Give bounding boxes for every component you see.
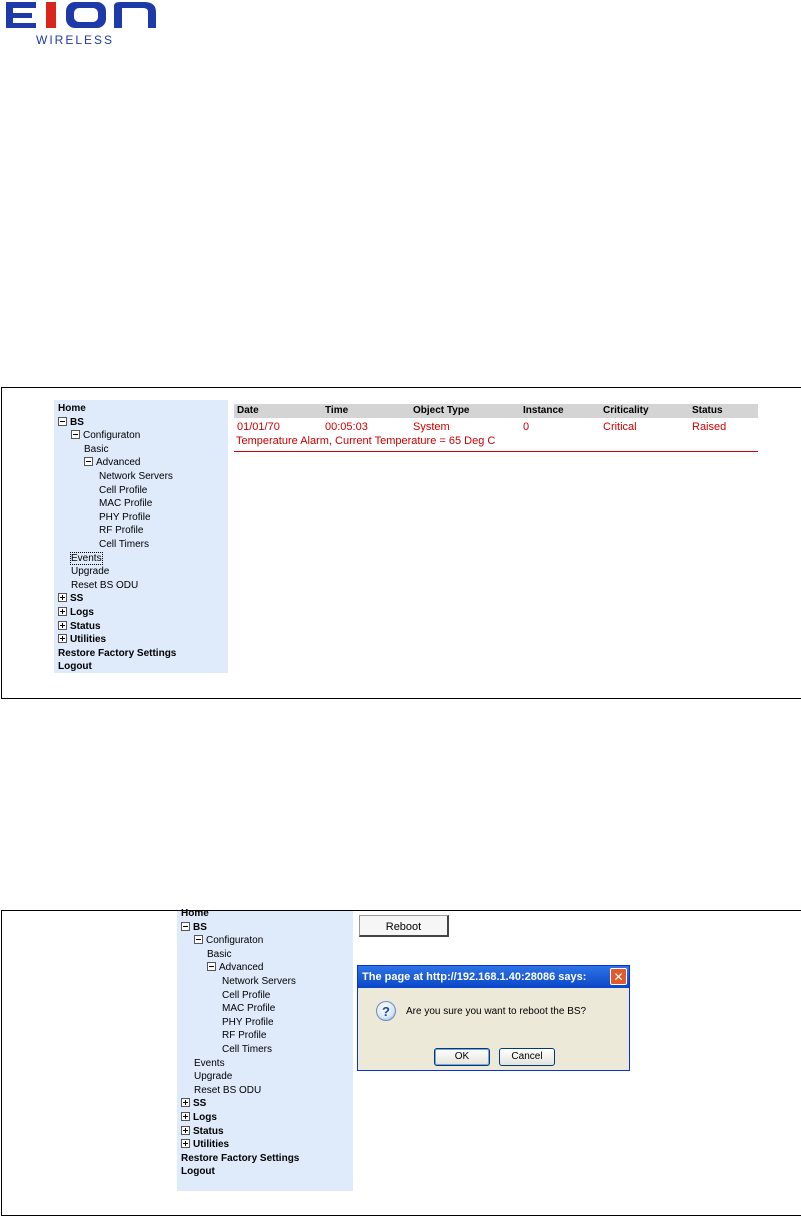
nav-cell-timers[interactable]: Cell Timers xyxy=(99,539,150,550)
collapse-icon[interactable] xyxy=(84,457,93,466)
nav-status[interactable] xyxy=(177,1125,353,1139)
nav-ss[interactable] xyxy=(54,592,228,606)
collapse-icon[interactable] xyxy=(207,962,216,971)
expand-icon[interactable] xyxy=(58,607,67,616)
nav-status-label: Status xyxy=(70,620,101,632)
collapse-icon[interactable] xyxy=(181,922,190,931)
nav-phy-profile[interactable]: PHY Profile xyxy=(222,1016,274,1028)
nav-bs-label: BS xyxy=(193,921,207,933)
nav-advanced[interactable] xyxy=(54,456,228,470)
cell-status: Raised xyxy=(692,421,727,433)
nav-cell-profile[interactable]: Cell Profile xyxy=(99,484,148,496)
eion-wireless-logo xyxy=(0,0,160,48)
nav-home[interactable]: Home xyxy=(58,403,86,414)
close-icon[interactable]: ✕ xyxy=(610,968,627,985)
nav-rf-profile[interactable]: RF Profile xyxy=(99,525,144,537)
question-icon: ? xyxy=(376,1001,396,1021)
nav-bs[interactable] xyxy=(54,416,228,430)
nav-basic[interactable]: Basic xyxy=(84,443,109,455)
nav-ss-label: SS xyxy=(193,1098,207,1110)
nav-cell-profile[interactable]: Cell Profile xyxy=(222,989,271,1001)
expand-icon[interactable] xyxy=(58,621,67,630)
row-divider xyxy=(234,451,758,452)
nav-configuration[interactable] xyxy=(54,429,228,443)
nav-utilities[interactable] xyxy=(177,1138,353,1152)
nav-configuration-label: Configuraton xyxy=(83,430,141,442)
nav-mac-profile[interactable]: MAC Profile xyxy=(222,1003,276,1015)
nav-events-label: Events xyxy=(71,552,102,564)
nav-reset-bs-odu[interactable]: Reset BS ODU xyxy=(194,1084,262,1096)
nav-utilities[interactable] xyxy=(54,633,228,647)
svg-text:WIRELESS: WIRELESS xyxy=(36,33,115,47)
cell-criticality: Critical xyxy=(603,421,637,433)
expand-icon[interactable] xyxy=(58,593,67,602)
nav-upgrade[interactable]: Upgrade xyxy=(71,566,110,578)
nav-upgrade[interactable]: Upgrade xyxy=(194,1071,233,1083)
nav-restore-factory-settings[interactable]: Restore Factory Settings xyxy=(58,647,177,659)
nav-basic[interactable]: Basic xyxy=(207,948,232,960)
nav-configuration-label: Configuraton xyxy=(206,935,264,947)
cell-object-type: System xyxy=(413,421,450,433)
col-object-type: Object Type xyxy=(413,405,470,416)
nav-logout[interactable]: Logout xyxy=(58,661,92,673)
collapse-icon[interactable] xyxy=(71,430,80,439)
col-date: Date xyxy=(237,405,259,416)
cell-instance: 0 xyxy=(523,421,530,433)
ok-button[interactable]: OK xyxy=(434,1048,490,1066)
nav-home[interactable]: Home xyxy=(181,908,209,919)
col-time: Time xyxy=(325,405,349,416)
nav-ss-label: SS xyxy=(70,593,84,605)
nav-network-servers[interactable]: Network Servers xyxy=(222,976,296,987)
events-table-header xyxy=(234,404,758,418)
nav-rf-profile[interactable]: RF Profile xyxy=(222,1030,267,1042)
col-status: Status xyxy=(692,405,723,416)
expand-icon[interactable] xyxy=(181,1126,190,1135)
collapse-icon[interactable] xyxy=(194,935,203,944)
nav-bs[interactable] xyxy=(177,921,353,935)
nav-phy-profile[interactable]: PHY Profile xyxy=(99,511,151,523)
expand-icon[interactable] xyxy=(181,1139,190,1148)
nav-advanced-label: Advanced xyxy=(219,962,264,974)
nav-sidebar xyxy=(177,908,353,1191)
nav-logs-label: Logs xyxy=(193,1112,217,1123)
nav-logs[interactable] xyxy=(54,606,228,620)
nav-status-label: Status xyxy=(193,1125,224,1137)
reboot-button[interactable]: Reboot xyxy=(359,915,449,937)
collapse-icon[interactable] xyxy=(58,417,67,426)
nav-status[interactable] xyxy=(54,620,228,634)
table-row xyxy=(234,420,758,434)
nav-restore-factory-settings[interactable]: Restore Factory Settings xyxy=(181,1152,300,1164)
nav-sidebar xyxy=(54,400,228,673)
reboot-screenshot xyxy=(1,910,801,1216)
cancel-button[interactable]: Cancel xyxy=(499,1048,555,1066)
nav-bs-label: BS xyxy=(70,416,84,428)
dialog-title: The page at http://192.168.1.40:28086 says: xyxy=(358,966,629,988)
nav-events[interactable]: Events xyxy=(194,1057,225,1069)
cell-date: 01/01/70 xyxy=(237,421,280,433)
col-instance: Instance xyxy=(523,405,564,416)
nav-utilities-label: Utilities xyxy=(193,1139,230,1151)
nav-configuration[interactable] xyxy=(177,934,353,948)
nav-network-servers[interactable]: Network Servers xyxy=(99,471,173,482)
nav-cell-timers[interactable]: Cell Timers xyxy=(222,1044,273,1055)
nav-ss[interactable] xyxy=(177,1097,353,1111)
nav-advanced[interactable] xyxy=(177,961,353,975)
nav-mac-profile[interactable]: MAC Profile xyxy=(99,498,153,510)
cell-time: 00:05:03 xyxy=(325,421,368,433)
nav-utilities-label: Utilities xyxy=(70,634,107,646)
col-criticality: Criticality xyxy=(603,405,649,416)
nav-logs-label: Logs xyxy=(70,607,94,618)
confirm-dialog xyxy=(357,965,630,1071)
expand-icon[interactable] xyxy=(181,1098,190,1107)
nav-logout[interactable]: Logout xyxy=(181,1166,215,1178)
nav-advanced-label: Advanced xyxy=(96,457,141,469)
events-screenshot xyxy=(1,387,801,699)
nav-reset-bs-odu[interactable]: Reset BS ODU xyxy=(71,579,139,591)
dialog-message: Are you sure you want to reboot the BS? xyxy=(406,1006,587,1017)
nav-events[interactable] xyxy=(54,552,228,566)
expand-icon[interactable] xyxy=(58,634,67,643)
nav-logs[interactable] xyxy=(177,1111,353,1125)
event-message: Temperature Alarm, Current Temperature = 65 Deg C xyxy=(236,435,496,447)
expand-icon[interactable] xyxy=(181,1112,190,1121)
